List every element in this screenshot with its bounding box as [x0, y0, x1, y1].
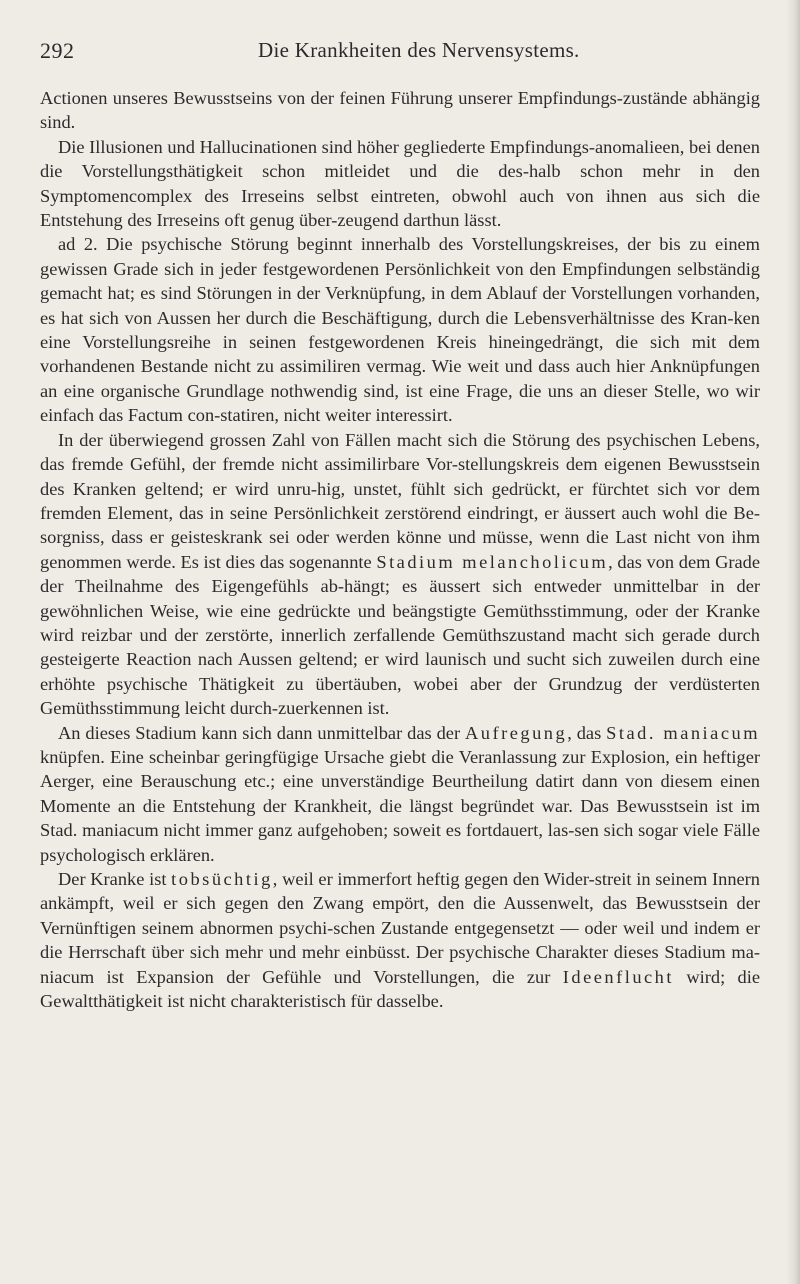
paragraph-5-text-c: knüpfen. Eine scheinbar geringfügige Ursache giebt die Veranlassung zur Explosion, ein heftiger Aerger, eine Berauschung etc.; eine unverständige Beurtheilung datirt dann von diesem einen Momente an die Entstehung der Krankheit, die längst begründet war. Das Bewusstsein ist im Stad. maniacum nicht immer ganz aufgehoben; soweit es fortdauert, las-sen sich sogar viele Fälle psychologisch erklären. — [40, 746, 760, 865]
term-tobsuechtig: tobsüchtig — [171, 869, 273, 889]
term-stadium-melancholicum: Stadium melancholicum — [376, 551, 609, 572]
paragraph-4-text-a: In der überwiegend grossen Zahl von Fällen macht sich die Störung des psychischen Lebens, das fremde Gefühl, der fremde nicht assimilirbare Vor-stellungskreis dem eigenen Bewusstsein des Kranken geltend; er wird unru-hig, unstet, fühlt sich gedrückt, er fürchtet sich vor dem fremden Element, das in seine Persönlichkeit zerstörend eindringt, er äussert auch wohl die Be-sorgniss, dass er geisteskrank sei oder werden könne und müsse, wenn die Last nicht von ihm genommen werde. Es ist dies das sogenannte — [40, 429, 760, 572]
paragraph-6-text-b: , weil er immerfort heftig gegen den Wider-streit in seinem Innern ankämpft, weil er sich gegen den Zwang empört, den die Aussenwelt, das Bewusstsein der Vernünftigen seinem abnormen psychi-schen Zustande entgegensetzt — oder weil und indem er die Herrschaft über sich mehr und mehr einbüsst. Der psychische Charakter dieses Stadium ma-niacum ist Expansion der Gefühle und Vorstellungen, die zur — [40, 869, 761, 987]
body-text — [40, 86, 760, 1013]
term-aufregung: Aufregung — [465, 722, 568, 743]
paragraph-6 — [40, 867, 760, 1013]
paragraph-5-text-b: , das — [567, 722, 607, 743]
paragraph-4 — [40, 428, 760, 721]
paragraph-2: Die Illusionen und Hallucinationen sind höher gegliederte Empfindungs-anomalieen, bei denen die Vorstellungsthätigkeit schon mitleidet und die des-halb schon mehr in den Symptomencomplex des Irreseins selbst eintreten, obwohl auch von ihnen aus sich die Entstehung des Irreseins oft genug über-zeugend darthun lässt. — [40, 136, 760, 231]
term-ideenflucht: Ideenflucht — [562, 966, 674, 987]
paragraph-1: Actionen unseres Bewusstseins von der feinen Führung unserer Empfindungs-zustände abhängig sind. — [40, 88, 760, 133]
paragraph-3: ad 2. Die psychische Störung beginnt innerhalb des Vorstellungskreises, der bis zu einem gewissen Grade sich in jeder festgewordenen Persönlichkeit von den Empfindungen selbständig gemacht hat; es sind Störungen in der Verknüpfung, in dem Ablauf der Vorstellungen vorhanden, es hat sich von Aussen her durch die Beschäftigung, durch die Lebensverhältnisse des Kran-ken eine Vorstellungsreihe in seinen festgewordenen Kreis hineingedrängt, die sich mit dem vorhandenen Bestande nicht zu assimiliren vermag. Wie weit und dass auch hier Anknüpfungen an eine organische Grundlage nothwendig sind, ist eine Frage, die uns an dieser Stelle, wo wir einfach das Factum con-statiren, nicht weiter interessirt. — [40, 234, 760, 426]
page-header — [40, 38, 760, 68]
term-stad-maniacum: Stad. maniacum — [606, 722, 760, 743]
running-title: Die Krankheiten des Nervensystems. — [258, 38, 580, 62]
paragraph-6-text-a: Der Kranke ist — [58, 869, 172, 889]
paragraph-6-text-c: wird; die Gewaltthätigkeit ist nicht charakteristisch für dasselbe. — [40, 966, 761, 1012]
page-number: 292 — [40, 38, 75, 63]
paragraph-4-text-b: , das von dem Grade der Theilnahme des Eigengefühls ab-hängt; es äussert sich entweder unmittelbar in der gewöhnlichen Weise, wie eine gedrückte und beängstigte Gemüthsstimmung, oder der Kranke wird reizbar und der zerstörte, innerlich zerfallende Gemüthszustand macht sich gerade durch gesteigerte Reaction nach Aussen geltend; er wird launisch und sucht sich zuweilen durch eine erhöhte psychische Thätigkeit zu übertäuben, wobei aber der Grundzug der verdüsterten Gemüthsstimmung leicht durch-zuerkennen ist. — [40, 551, 760, 719]
page-edge-shadow — [786, 0, 800, 1284]
paragraph-5 — [40, 721, 760, 867]
paragraph-5-text-a: An dieses Stadium kann sich dann unmittelbar das der — [58, 722, 466, 743]
